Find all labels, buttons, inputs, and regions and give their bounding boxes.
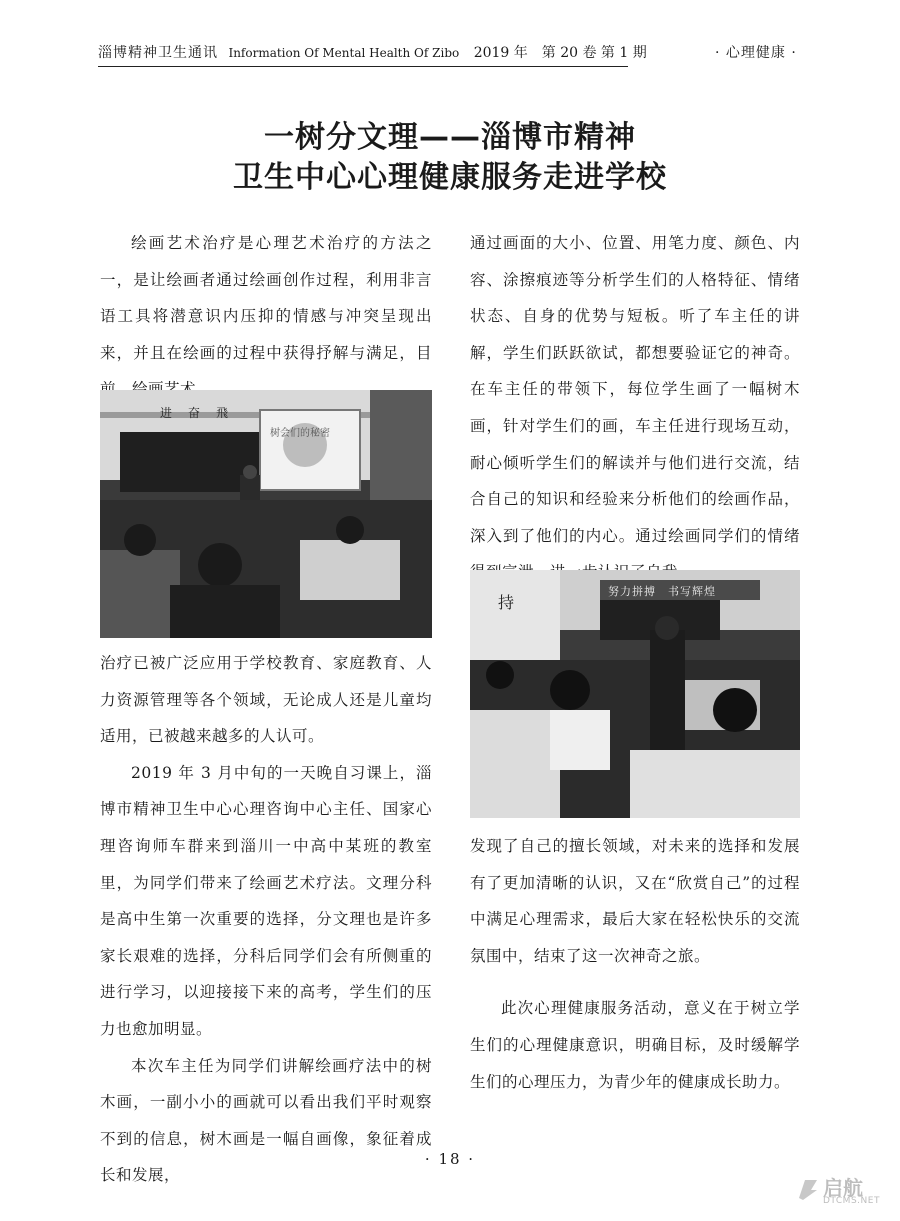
paragraph: 绘画艺术治疗是心理艺术治疗的方法之一，是让绘画者通过绘画创作过程，利用非言语工具将潜意识内压抑的情感与冲突呈现出来，并且在绘画的过程中获得抒解与满足，目 xyxy=(100,234,432,362)
site-watermark xyxy=(795,1172,890,1210)
left-column-top xyxy=(100,225,432,408)
article-title-line2: 卫生中心心理健康服务走进学校 xyxy=(233,160,667,195)
photo-banner-text: 努力拼搏 书写辉煌 xyxy=(608,585,716,598)
right-column-top xyxy=(470,225,800,591)
running-header xyxy=(98,40,647,67)
paragraph: 此次心理健康服务活动，意义在于树立学生们的心理健康意识，明确目标，及时缓解学生们的心理压力，为青少年的健康成长助力。 xyxy=(470,999,800,1091)
left-column-bottom xyxy=(100,645,432,1194)
journal-title-en: Information Of Mental Health Of Zibo xyxy=(228,46,460,60)
page-number: · 18 · xyxy=(424,1150,476,1168)
section-tag: · 心理健康 · xyxy=(715,45,797,61)
right-column-bottom xyxy=(470,828,800,1100)
photo-sign-text: 持 xyxy=(498,593,515,612)
issue-info: 2019 年 第 20 卷 第 1 期 xyxy=(473,45,647,61)
classroom-lecture-photo xyxy=(100,390,432,638)
paragraph: 2019 年 3 月中旬的一天晚自习课上，淄博市精神卫生中心心理咨询中心主任、国家心理咨询师车群来到淄川一中高中某班的教室里，为同学们带来了绘画艺术疗法。文理分科是高中生第一次重要的选择，分文理也是许多家长艰难的选择，分科后同学们会有所侧重的进行学习，以迎接接下来的高考，学生们的压力也愈加明显。 xyxy=(100,763,432,1038)
paragraph: 治疗已被广泛应用于学校教育、家庭教育、人力资源管理等各个领域，无论成人还是儿童均适用，已被越来越多的人认可。 xyxy=(100,654,432,746)
paragraph: 通过画面的大小、位置、用笔力度、颜色、内容、涂擦痕迹等分析学生们的人格特征、情绪状态、自身的优势与短板。听了车主任的讲解，学生们跃跃欲试，都想要验证它的神奇。在车主任的带领下，每位学生画了一幅树木画，针对学生们的画，车主任进行现场互动，耐心倾听学生们的解读并与他们进行交流，结合自己的知识和经验来分析他们的绘画作品，深入到了他们的内心。通过绘画同学们的情绪 xyxy=(470,234,800,545)
students-drawing-photo xyxy=(470,570,800,818)
photo-slide-title: 树会们的秘密 xyxy=(270,428,330,439)
article-title-line1: 一树分文理——淄博市精神 xyxy=(264,120,636,155)
watermark-text-cn: 启航 xyxy=(823,1176,863,1200)
paragraph: 本次车主任为同学们讲解绘画疗法中的树木画，一副小小的画就可以看出我们平时观察不到的信息，树木画是一幅自画像，象征着成长和发展， xyxy=(100,1056,432,1185)
paragraph: 发现了自己的擅长领域，对未来的选择和发展有了更加清晰的认识，又在“欣赏自己”的过程中满足心理需求，最后大家在轻松快乐的交流氛围中，结束了这一次神奇之旅。 xyxy=(470,837,800,965)
photo-banner-text: 进 奋 飛 xyxy=(160,406,231,420)
watermark-logo-icon xyxy=(795,1176,821,1202)
watermark-text-en: DTCMS.NET xyxy=(823,1196,880,1206)
journal-title-cn: 淄博精神卫生通讯 xyxy=(98,45,218,61)
